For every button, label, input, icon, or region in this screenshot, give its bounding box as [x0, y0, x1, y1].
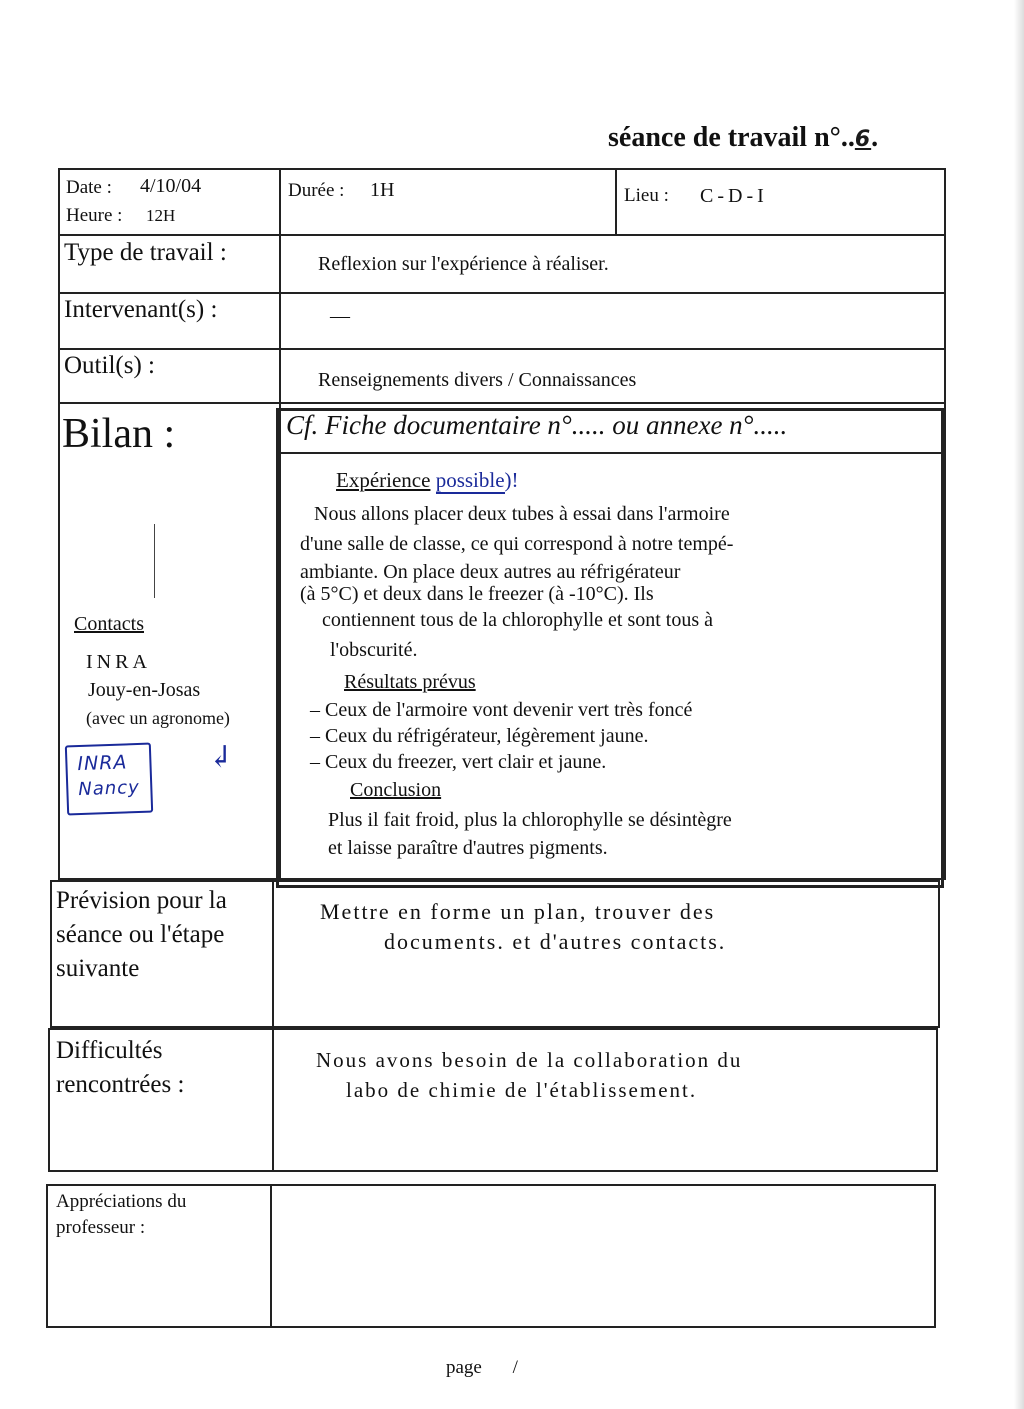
- outils-label: Outil(s) :: [64, 352, 155, 379]
- bilan-label: Bilan :: [62, 411, 176, 457]
- prevision-label-2: séance ou l'étape: [56, 921, 225, 948]
- contact-line-1: INRA: [86, 651, 151, 673]
- column-divider: [272, 880, 274, 1028]
- experience-line: ambiante. On place deux autres au réfrigérateur: [300, 561, 681, 583]
- appreciations-label-2: professeur :: [56, 1217, 146, 1238]
- page-edge-shadow: [1014, 0, 1024, 1409]
- column-divider: [615, 168, 617, 236]
- type-value[interactable]: Reflexion sur l'expérience à réaliser.: [318, 253, 609, 275]
- resultats-title: Résultats prévus: [344, 671, 476, 693]
- title-suffix: .: [871, 122, 879, 153]
- fiche-reference: Cf. Fiche documentaire n°..... ou annexe n°.....: [286, 410, 788, 440]
- page-slash: /: [512, 1357, 518, 1378]
- row-divider: [58, 402, 946, 404]
- conclusion-line: et laisse paraître d'autres pigments.: [328, 837, 608, 859]
- experience-possible: possible: [435, 468, 505, 492]
- conclusion-line: Plus il fait froid, plus la chlorophylle se désintègre: [328, 809, 732, 831]
- page-label: page: [446, 1357, 482, 1378]
- session-number: 6: [854, 127, 872, 152]
- column-divider: [272, 1028, 274, 1172]
- conclusion-title: Conclusion: [350, 779, 442, 801]
- prevision-label-1: Prévision pour la: [56, 887, 227, 914]
- contact-line-3: (avec un agronome): [86, 708, 230, 728]
- experience-line: (à 5°C) et deux dans le freezer (à -10°C). Ils: [300, 583, 654, 605]
- experience-end: )!: [504, 468, 519, 492]
- prevision-line[interactable]: documents. et d'autres contacts.: [384, 929, 727, 954]
- heure-label: Heure :: [66, 205, 123, 226]
- duree-label: Durée :: [288, 180, 345, 201]
- difficultes-label-1: Difficultés: [56, 1037, 163, 1064]
- lieu-value[interactable]: C-D-I: [700, 185, 768, 207]
- intervenants-value[interactable]: —: [330, 305, 350, 327]
- lieu-label: Lieu :: [624, 185, 669, 206]
- contact-line-2: Jouy-en-Josas: [88, 679, 201, 701]
- difficultes-line[interactable]: labo de chimie de l'établissement.: [346, 1078, 698, 1102]
- difficultes-line[interactable]: Nous avons besoin de la collaboration du: [316, 1048, 743, 1072]
- difficultes-label-2: rencontrées :: [56, 1071, 185, 1098]
- experience-line: l'obscurité.: [330, 639, 418, 661]
- inra-nancy-line-2: Nancy: [77, 776, 141, 801]
- title-text: séance de travail n°..: [608, 122, 855, 153]
- row-divider: [58, 348, 946, 350]
- date-label: Date :: [66, 177, 112, 198]
- experience-line: d'une salle de classe, ce qui correspond à notre tempé-: [300, 533, 734, 555]
- resultats-line: – Ceux du réfrigérateur, légèrement jaune.: [310, 725, 649, 747]
- arrow-icon: ↲: [208, 741, 234, 774]
- prevision-line[interactable]: Mettre en forme un plan, trouver des: [320, 899, 716, 924]
- contacts-title: Contacts: [74, 613, 144, 635]
- inra-nancy-box: [65, 743, 153, 816]
- heure-value[interactable]: 12H: [146, 206, 176, 225]
- intervenants-label: Intervenant(s) :: [64, 296, 218, 323]
- page-footer: [446, 1354, 518, 1382]
- date-value[interactable]: 4/10/04: [140, 175, 202, 197]
- appreciations-label-1: Appréciations du: [56, 1191, 187, 1212]
- type-label: Type de travail :: [64, 239, 227, 266]
- experience-title: Expérience: [336, 468, 431, 492]
- column-divider: [270, 1184, 272, 1328]
- fiche-divider: [278, 452, 942, 454]
- prevision-label-3: suivante: [56, 955, 140, 982]
- outils-value[interactable]: Renseignements divers / Connaissances: [318, 369, 637, 391]
- experience-line: contiennent tous de la chlorophylle et sont tous à: [322, 609, 714, 631]
- resultats-line: – Ceux de l'armoire vont devenir vert très foncé: [310, 699, 693, 721]
- side-mark: [154, 524, 155, 598]
- experience-line: Nous allons placer deux tubes à essai dans l'armoire: [314, 503, 730, 525]
- appreciations-field[interactable]: [280, 1192, 926, 1320]
- page-title: [608, 122, 878, 154]
- inra-nancy-line-1: INRA: [77, 751, 128, 776]
- duree-value[interactable]: 1H: [370, 179, 395, 201]
- experience-heading: [336, 466, 519, 494]
- resultats-line: – Ceux du freezer, vert clair et jaune.: [310, 751, 607, 773]
